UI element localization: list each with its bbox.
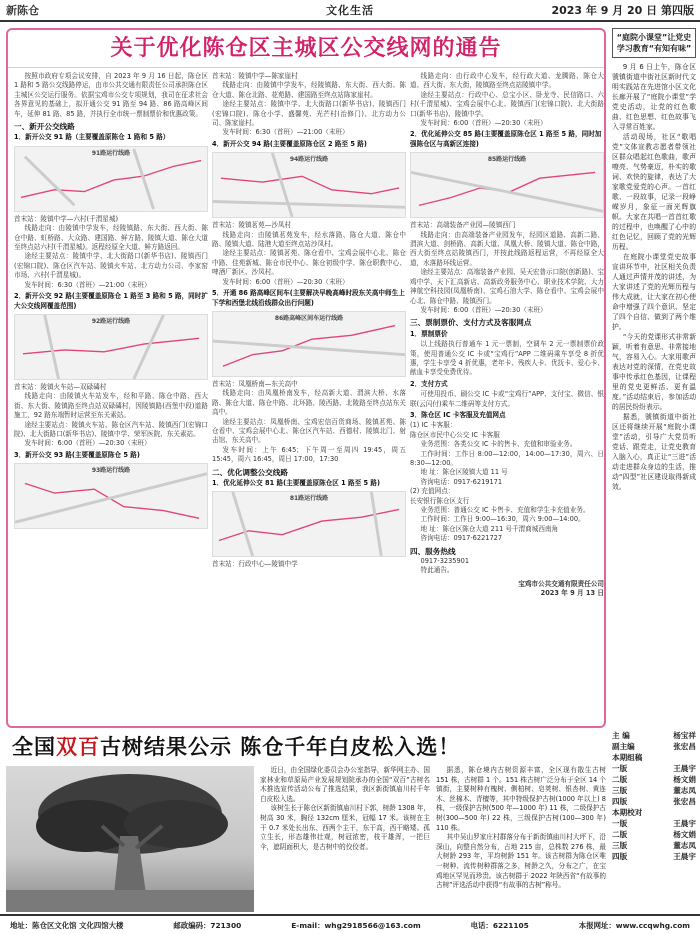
route-93-map xyxy=(14,463,208,529)
staff-role: 本期组稿 xyxy=(612,753,643,762)
masthead-title: 文化生活 xyxy=(326,4,374,17)
tree-headline-highlight: 双百 xyxy=(56,734,100,759)
service-points-title: 3．陈仓区 IC 卡客服及充值网点 xyxy=(410,410,506,419)
sidebar-paragraph: 在庭院小课堂党史故事宣讲环节中，社区相关负责人通过声情并茂的讲述，为大家讲述了党的光辉历程与伟大成就，让大家在初心使命中增强了四个意识、坚定了四个自信、做到了两个维护。 xyxy=(612,253,696,331)
footer-phone: 电话：6221105 xyxy=(470,920,529,930)
route-86-terminals: 首末站：凤凰桥南—东关高中 xyxy=(212,379,298,388)
staff-role: 四版 xyxy=(612,852,628,861)
staff-name: 董志凤 xyxy=(673,841,696,850)
staff-row xyxy=(612,730,696,741)
fare-title: 1．票制票价 xyxy=(410,329,448,338)
staff-list xyxy=(612,730,696,912)
ic-service-address: 地 址：陈仓区陵镇大道 11 号 xyxy=(420,468,508,477)
recharge-phone: 咨询电话：0917-6221727 xyxy=(420,534,503,543)
staff-name: 杨文娟 xyxy=(673,775,696,784)
staff-role: 主 编 xyxy=(612,731,630,740)
staff-row xyxy=(612,763,696,774)
masthead-date-page: 2023 年 9 月 20 日 第四版 xyxy=(551,4,694,17)
tree-headline-part: 古树结果公示 陈仓千年白皮松入选！ xyxy=(100,734,461,759)
sidebar-paragraph: 据悉，虢镇街道中街社区还将继续开展“庭院小课堂”活动，引导广大党员听党话、跟党走，让党史教育入脑入心，真正让“三进”活动走进群众身边的生活，推动“四型”社区建设取得新成效。 xyxy=(612,413,696,491)
staff-role: 三版 xyxy=(612,841,628,850)
route-93-title: 3．新开公交 93 路(主要覆盖原陈仓 5 路) xyxy=(14,450,140,459)
route-86-time: 发车时间：上午 6:45；下午周一至周四 19:45，周五 15:45，周六 16:45，周日 17:00，17:30 xyxy=(212,445,406,464)
route-93-map-label: 93路运行线路 xyxy=(91,467,131,475)
route-94-terminals: 首末站：陵镇茗苑—沙凤村 xyxy=(212,221,292,230)
route-91-stops: 途经主要站点：陵镇中学、北大街路口(新华书店)、陵镇西门(宏锦口院)、陈仓区汽车站、陵镇火车站、北方动力公司、李家窑市场、六村(千渭星城)。 xyxy=(14,252,208,280)
staff-name: 王晨宇 xyxy=(673,852,696,861)
route-86-title: 5．开通 86 路高峰区间车(主要解决早晚高峰时段东关高中师生上下学和西堡北线沿线群众出行问题) xyxy=(212,289,405,307)
route-85-title: 2．优化延伸公交 85 路(主要覆盖原陈仓区 1 路至 5 路，同时加强陈仓区与高新区连接) xyxy=(410,130,602,148)
notice-column-2 xyxy=(212,72,406,724)
notice-column-3 xyxy=(410,72,604,724)
staff-name: 张宏昌 xyxy=(673,797,696,806)
route-85-map xyxy=(410,152,604,218)
sidebar-paragraph: “今天的党课形式非常新颖，听着有意思、非常接地气，容易入心。大家用歌声表达对党的深情，在党史故事中传承红色基因，让课程里的党史更鲜活、更有温度。”活动结束后，参加活动的居民纷纷表示。 xyxy=(612,333,696,411)
route-85-terminals: 首末站：高端装备产业园—陵镇西门 xyxy=(410,221,516,230)
ic-service-hours: 工作时间：工作日 8:00—12:00，14:00—17:30，周六、日 8:30—12:00。 xyxy=(410,449,604,467)
staff-name: 董志凤 xyxy=(673,786,696,795)
route-86-stops: 途经主要站点：凤凰桥南、宝鸡宏信百货商场、陵镇茗苑、陈仓看中、宝鸡会展中心北、陈仓区汽车站、西德村、陵镇北门、射击馆、东关高中。 xyxy=(212,417,406,445)
route-92-terminals: 首末站：陵镇火车站—双碌碡村 xyxy=(14,382,107,391)
staff-row xyxy=(612,851,696,862)
notice-intro: 按照市政府专项会议安排，自 2023 年 9 月 16 日起，陈仓区 1 路和 5 路公交线路停运，由市公共交通有限责任公司承担陈仓区主城区公交运行服务。依据宝鸡市公交专项规划，我司在征求社会各界意见的基础上，拟开通公交 91 路至 94 路、86 路高峰区间车，延伸 81 路、85 路，并执行全市统一票制票价和优惠政策。 xyxy=(14,72,208,118)
route-94-direction: 线路走向：由陵镇茗苑发车，经水落路、陈仓大道、陈仓中路、陵镇大道、陆港大道至终点站沙凤村。 xyxy=(212,230,406,249)
footer-zip: 邮政编码：721300 xyxy=(173,920,242,930)
sidebar-paragraph: 9 月 6 日上午，陈仓区虢镇街道中街社区新时代文明实践站在先进馆小区文化长廊开展了“庭院小课堂”学党史活动，让党的红色歌曲、红色思想、红色故事飞入寻常百姓家。 xyxy=(612,63,696,131)
staff-row xyxy=(612,818,696,829)
masthead-section: 新陈仓 xyxy=(6,4,39,17)
fare-text: 以上线路执行普通车 1 元一票制，空调车 2 元一票制票价政策，使用普通公交 IC 卡或“宝鸡行”APP 二维码乘车享受 8 折优惠，学生卡享受 4 折优惠，老年卡、残疾人卡、优抚卡、爱心卡、献血卡享受免费优待。 xyxy=(410,340,604,377)
section-heading-adjust-routes: 二、优化调整公交线路 xyxy=(212,467,288,477)
recharge-hours: 工作时间：工作日 9:00—16:30，周六 9:00—14:00。 xyxy=(420,515,585,524)
footer-email[interactable]: E-mail：whg2918566@163.com xyxy=(291,920,421,930)
staff-name: 杨宝祥 xyxy=(673,731,696,740)
route-91-map xyxy=(14,146,208,212)
route-81-map-label: 81路运行线路 xyxy=(289,495,329,503)
ancient-tree-article xyxy=(6,730,606,912)
staff-row xyxy=(612,829,696,840)
staff-row xyxy=(612,774,696,785)
route-92-title: 2．新开公交 92 路(主要覆盖原陈仓 1 路至 3 路和 5 路，同时扩大公交线网覆盖范围) xyxy=(14,292,208,310)
staff-role: 一版 xyxy=(612,764,628,773)
staff-role: 三版 xyxy=(612,786,628,795)
route-94-stops: 途经主要站点：陵镇茗苑、陈仓看中、宝鸡会展中心北、陈仓中路、佳苑新城、陈仓市民中心、陈仓初级中学、陈仓职教中心、啤酒厂新区、沙凤村。 xyxy=(212,249,406,277)
route-81-direction: 线路走向：由行政中心发车，经行政大道、龙腾路、陈仓大道、西大街、东大街，陵镇路至终点站陵镇中学。 xyxy=(410,72,604,90)
route-92-map-label: 92路运行线路 xyxy=(91,317,131,325)
ic-service-name: 陈仓区市民中心公交 IC 卡客服 xyxy=(410,430,500,439)
notice-column-1 xyxy=(14,72,208,724)
route-94-time: 发车时间：6:00（首班）—20:30（末班） xyxy=(222,277,349,286)
staff-role: 一版 xyxy=(612,819,628,828)
notice-signature-org: 宝鸡市公共交通有限责任公司 xyxy=(518,579,604,588)
staff-row xyxy=(612,796,696,807)
notice-signature-date: 2023 年 9 月 13 日 xyxy=(540,589,604,598)
route-85-direction: 线路走向：由高端装备产业园发车，经园区道路、高新二路、渭滨大道、剑桥路、高新大道、凤凰大桥、陵镇大道、陈仓中路，西大街至终点站陵镇西门，并按此线路返程运营，不再经原全大道，水落路环线运营。 xyxy=(410,230,604,267)
route-81-terminals: 首末站：行政中心—陵镇中学 xyxy=(212,560,298,569)
footer-address: 地址：陈仓区文化馆 文化四馆大楼 xyxy=(10,920,124,930)
bus-notice xyxy=(6,28,606,728)
section-heading-fares: 三、票制票价、支付方式及客服网点 xyxy=(410,318,532,328)
recharge-heading: (2) 充值网点： xyxy=(410,487,455,496)
route-93-time: 发车时间：6:30（首班）—21:00（末班） xyxy=(222,128,349,137)
route-91-map-label: 91路运行线路 xyxy=(91,149,131,157)
section-heading-hotline: 四、服务热线 xyxy=(410,546,456,556)
staff-role: 四版 xyxy=(612,797,628,806)
route-92-direction: 线路走向：由陵镇火车站发车，经和平路、陈仓中路、西大街、东大街、陵镇路至终点站双碌碡村，因陵镇路(西堡中段)道路施工，92 路东端暂时运营至东关素站。 xyxy=(14,392,208,420)
route-91-direction: 线路走向：由陵镇中学发车，经陵镇路、东大街、西大街、陈仓中路、虹桥路、大众路、建国路、鲜方路、陵镇大道、陈仓大道至终点站六村(千渭星城)。返程经原全大道、鲜方路返回。 xyxy=(14,224,208,252)
staff-row xyxy=(612,741,696,752)
recharge-bank: 长安银行陈仓区支行 xyxy=(410,496,470,505)
staff-role: 本期校对 xyxy=(612,808,643,817)
route-93-direction: 线路走向：由陵镇中学发车，经陵镇路、东大街、西大街、陈仓大道、陈仓北路、花苑路、建国路至终点站陈家崖村。 xyxy=(212,81,406,99)
tree-headline xyxy=(6,730,606,764)
staff-row xyxy=(612,807,696,818)
staff-row xyxy=(612,840,696,851)
route-92-time: 发车时间：6:00（首班）—20:30（末班） xyxy=(24,439,151,448)
route-85-stops: 途经主要站点：高端装备产业园、吴天宏普示口院(创新路)、宝鸡中学、天下汇高新店、高新政务服务中心、职业技术学院、大力神航空科技园(凤凰桥南)、宝鸡石油大学、陈仓看中、宝鸡会展中心北、陈仓中路、陵镇西门。 xyxy=(410,268,604,305)
tree-photo xyxy=(6,766,254,912)
staff-name: 杨文娟 xyxy=(673,830,696,839)
route-92-stops: 途经主要站点：陵镇火车站、陈仓区汽车站、陵镇西门(宏锦口院)、北大街路口(新华书店)、陵镇中学、荣军医院、东关素站。 xyxy=(14,420,208,438)
sidebar-body xyxy=(612,62,696,492)
staff-name: 王晨宇 xyxy=(673,764,696,773)
footer xyxy=(0,914,700,934)
sidebar-article xyxy=(612,28,696,728)
route-86-map-label: 86路高峰区间车运行线路 xyxy=(274,314,344,322)
payment-text: 可使用投币、刷公交 IC 卡或“宝鸡行”APP、支付宝、微信、银联(云闪付)乘车二维码等支付方式。 xyxy=(410,390,604,408)
route-85-time: 发车时间：6:00（首班）—20:30（末班） xyxy=(420,305,547,314)
route-85-map-label: 85路运行线路 xyxy=(487,156,527,164)
tree-paragraph: 据悉，陈仓境内古树资源丰富，全区现有散生古树 151 株，古树群 1 个。151 株古树广泛分布于全区 14 个镇街，主要树种有槐树、侧柏树、皂荚树、银杏树、黄连木、丝棉木、青檀等，其中特级保护古树(1000 年以上) 8 株，一级保护古树(500 年—1000 年) 11 株，二级保护古树(300—500 年) 22 株，三级保护古树(100—300 年) 110 株。 xyxy=(436,766,606,832)
route-94-title: 4．新开公交 94 路(主要覆盖原陈仓区 2 路至 5 路) xyxy=(212,139,367,148)
sidebar-title: “庭院小课堂”让党史学习教育“有知有味” xyxy=(612,28,696,58)
staff-role: 二版 xyxy=(612,775,628,784)
route-81-map xyxy=(212,491,406,557)
staff-name: 张宏昌 xyxy=(673,742,696,751)
tree-paragraph: 近日，由全国绿化委员会办公室指导，新华网主办、国家林业和草原局产业发展规划院承办的全国“双百”古树名木推选宣传活动公布了推选结果，我区新街镇庙川村千年白皮松入选。 xyxy=(260,766,430,803)
route-93-terminals: 首末站：陵镇中学—陈家崖村 xyxy=(212,72,298,80)
staff-role: 副主编 xyxy=(612,742,635,751)
route-92-map xyxy=(14,314,208,380)
staff-role: 二版 xyxy=(612,830,628,839)
recharge-scope: 业务范围：普通公交 IC 卡售卡、充值和学生卡充值业务。 xyxy=(420,506,590,515)
route-91-title: 1．新开公交 91 路（主要覆盖原陈仓 1 路和 5 路） xyxy=(14,133,170,142)
ic-service-phone: 咨询电话：0917-6219171 xyxy=(420,477,503,486)
recharge-address: 地 址：陈仓区陈仓大道 211 号千渭商城西南角 xyxy=(420,524,559,533)
tree-text-column-2 xyxy=(436,766,606,912)
payment-title: 2．支付方式 xyxy=(410,379,448,388)
section-heading-new-routes: 一、新开公交线路 xyxy=(14,122,75,132)
route-86-map xyxy=(212,311,406,377)
route-86-direction: 线路走向：由凤凰桥南发车，经高新大道、渭滨大桥、水落路、陈仓大道、陈仓中路、北环路、陵西路、北陵路至终点站东关高中。 xyxy=(212,389,406,417)
ic-service-scope: 业务范围：各类公交 IC 卡的售卡、充值和审验业务。 xyxy=(420,440,577,449)
route-81-time: 发车时间：6:00（首班）—20:30（末班） xyxy=(420,119,547,128)
ic-service-heading: (1) IC 卡客服： xyxy=(410,421,457,430)
tree-headline-part: 全国 xyxy=(12,734,56,759)
route-81-stops: 途经主要站点：行政中心、总宝小区、卧龙寺、民信路口、六村(千渭星城)、宝鸡会展中心北、陵镇西门(宏锦口院)、北大街路口(新华书店)、陵镇中学。 xyxy=(410,90,604,118)
notice-closing: 特此通告。 xyxy=(420,566,454,575)
staff-name: 王晨宇 xyxy=(673,819,696,828)
staff-row xyxy=(612,785,696,796)
masthead xyxy=(0,0,700,22)
notice-title: 关于优化陈仓区主城区公交线网的通告 xyxy=(8,30,604,68)
route-93-stops: 途经主要站点：陵镇中学、北大街路口(新华书店)、陵镇西门(宏锦口院)、陈仓小学、盛馨苑、光芒村(治修门)、北方动力公司、陈家崖村。 xyxy=(212,100,406,128)
hotline-number: 0917-3235901 xyxy=(420,557,470,566)
tree-paragraph: 该树生长于陈仓区新街镇庙川村下郭，树龄 1308 年，树高 30 米，胸径 132cm 厘米，冠幅 17 米。该树在主干 0.7 米处长出东、西两个主干，东干高，西干略矮。孤立生长，形态雄伟壮观，树冠浓密，枝干雄浑，一把巨伞，遮阴面积大，是古树中的佼佼者。 xyxy=(260,804,430,851)
footer-website[interactable]: 本报网址：www.ccqwhg.com xyxy=(578,920,690,930)
tree-text-column-1 xyxy=(260,766,430,912)
staff-row xyxy=(612,752,696,763)
route-94-map-label: 94路运行线路 xyxy=(289,156,329,164)
route-94-map xyxy=(212,152,406,218)
route-81-title: 1．优化延伸公交 81 路(主要覆盖原陈仓区 1 路至 5 路) xyxy=(212,478,381,487)
tree-paragraph: 其中吴山罗家庄村群落分布于新街镇庙川村大坪下，沿深山，向整自然分布，占地 215 亩，总株数 276 株，最大树龄 293 年，平均树龄 151 年。该古树群为陈仓区唯一树种、流传树种群落之多，树龄之久，分布之广，在宝鸡地区罕见而珍贵。该古树群于 2022 年陕西省“有故事的古树”评选活动中获得“有故事的古树”称号。 xyxy=(436,833,606,890)
route-91-terminals: 首末站：陵镇中学—六村(千渭星城) xyxy=(14,214,119,223)
route-91-time: 发车时间：6:30（首班）—21:00（末班） xyxy=(24,280,151,289)
sidebar-paragraph: 活动现场，社区“歌唱党”文体宣教志愿者带领社区群众唱起红色歌曲，歌声嘹亮、气势豪迈，朴实的歌词、欢快的旋律，表达了大家歌党爱党的心声。一首红歌、一段故事，记录一段峥嵘岁月，象征一面光辉旗帜。大家在共唱一首首红歌的过程中，也唤醒了心中的红色记忆，回顾了党的光辉历程。 xyxy=(612,133,696,251)
